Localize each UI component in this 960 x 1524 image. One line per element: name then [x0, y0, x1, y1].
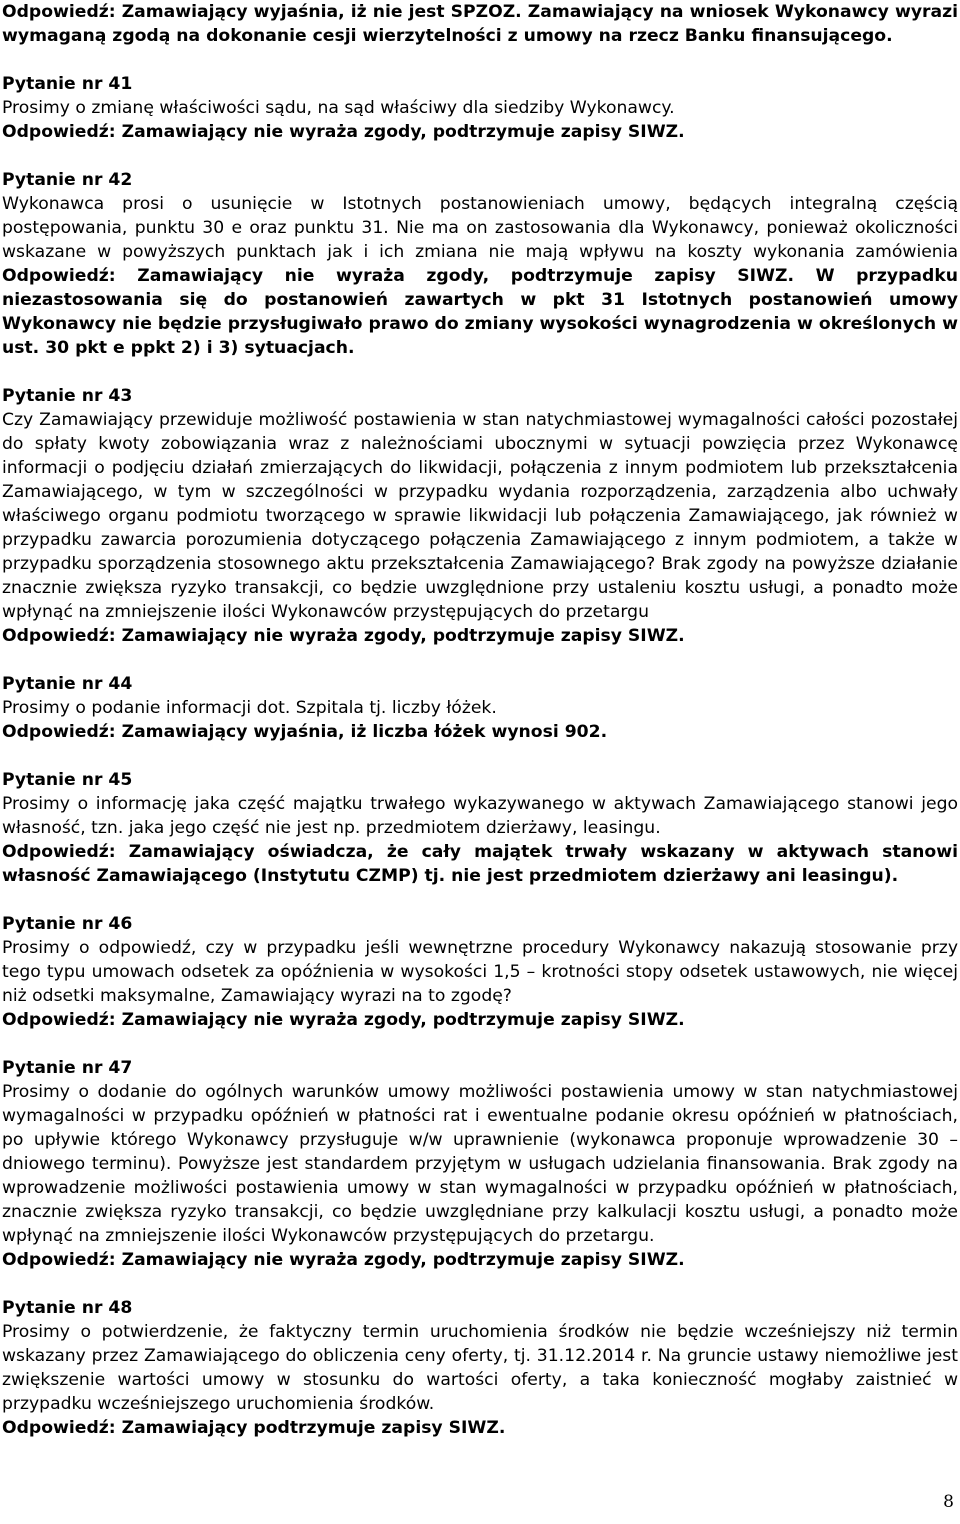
question-48-text: Prosimy o potwierdzenie, że faktyczny termin uruchomienia środków nie będzie wcześniejszy niż termin wskazany przez Zamawiającego do obliczenia ceny oferty, tj. 31.12.2014 r. Na gruncie ustawy niemożliwe jest zwiększenie wartości umowy w stosunku do wartości oferty, a taka konieczność mogłaby zaistnieć w przypadku wcześniejszego uruchomienia środków. [2, 1322, 958, 1414]
question-42-text: Wykonawca prosi o usunięcie w Istotnych postanowieniach umowy, będących integralną częścią postępowania, punktu 30 e oraz punktu 31. Nie ma on zastosowania dla Wykonawcy, ponieważ okoliczności wskazane w powyższych punktach jak i ich zmiana nie mają wpływu na koszty wykonania zamówienia Odpowiedź: Zamawiający nie wyraża zgody, podtrzymuje zapisy SIWZ. W przypadku niezastosowania się do postanowień zawartych w pkt 31 Istotnych postanowień umowy Wykonawcy nie będzie przysługiwało prawo do zmiany wysokości wynagrodzenia w określonych w ust. 30 pkt e ppkt 2) i 3) sytuacjach. [2, 194, 958, 358]
question-41-text: Prosimy o zmianę właściwości sądu, na sąd właściwy dla siedziby Wykonawcy. [2, 98, 675, 118]
question-44-title: Pytanie nr 44 [2, 674, 133, 694]
question-47-title: Pytanie nr 47 [2, 1058, 133, 1078]
question-42-title: Pytanie nr 42 [2, 170, 133, 190]
question-44-text: Prosimy o podanie informacji dot. Szpitala tj. liczby łóżek. [2, 698, 497, 718]
question-48-title: Pytanie nr 48 [2, 1298, 133, 1318]
question-46-answer: Odpowiedź: Zamawiający nie wyraża zgody, podtrzymuje zapisy SIWZ. [2, 1010, 685, 1030]
question-44-answer: Odpowiedź: Zamawiający wyjaśnia, iż liczba łóżek wynosi 902. [2, 722, 608, 742]
question-43-title: Pytanie nr 43 [2, 386, 133, 406]
intro-answer: Odpowiedź: Zamawiający wyjaśnia, iż nie jest SPZOZ. Zamawiający na wniosek Wykonawcy wyrazi wymaganą zgodą na dokonanie cesji wierzytelności z umowy na rzecz Banku finansującego. [2, 2, 958, 46]
question-47-answer: Odpowiedź: Zamawiający nie wyraża zgody, podtrzymuje zapisy SIWZ. [2, 1250, 685, 1270]
question-41-answer: Odpowiedź: Zamawiający nie wyraża zgody, podtrzymuje zapisy SIWZ. [2, 122, 685, 142]
page-number: 8 [943, 1492, 954, 1512]
question-43-answer: Odpowiedź: Zamawiający nie wyraża zgody, podtrzymuje zapisy SIWZ. [2, 626, 685, 646]
question-43-text: Czy Zamawiający przewiduje możliwość postawienia w stan natychmiastowej wymagalności całości pozostałej do spłaty kwoty zobowiązania wraz z należnościami ubocznymi w sytuacji powzięcia przez Wykonawcę informacji o podjęciu działań zmierzających do likwidacji, połączenia z innym podmiotem lub przekształcenia Zamawiającego, w tym w szczególności w przypadku wydania rozporządzenia, zarządzenia albo uchwały właściwego organu podmiotu tworzącego w sprawie likwidacji lub połączenia Zamawiającego, jak również w przypadku zawarcia porozumienia dotyczącego połączenia Zamawiającego z innym podmiotem, a także w przypadku sporządzenia stosownego aktu przekształcenia Zamawiającego? Brak zgody na powyższe działanie znacznie zwiększa ryzyko transakcji, co będzie uwzględnione przy ustaleniu kosztu usługi, a ponadto może wpłynąć na zmniejszenie ilości Wykonawców przystępujących do przetargu [2, 410, 958, 622]
question-41-title: Pytanie nr 41 [2, 74, 133, 94]
question-48-answer: Odpowiedź: Zamawiający podtrzymuje zapisy SIWZ. [2, 1418, 506, 1438]
question-42-answer: Odpowiedź: Zamawiający nie wyraża zgody, podtrzymuje zapisy SIWZ. W przypadku niezastosowania się do postanowień zawartych w pkt 31 Istotnych postanowień umowy Wykonawcy nie będzie przysługiwało prawo do zmiany wysokości wynagrodzenia w określonych w ust. 30 pkt e ppkt 2) i 3) sytuacjach. [2, 266, 958, 358]
question-47-text: Prosimy o dodanie do ogólnych warunków umowy możliwości postawienia umowy w stan natychmiastowej wymagalności w przypadku opóźnień w płatności rat i ewentualne podanie okresu opóźnień w płatnościach, po upływie którego Wykonawcy przysługuje w/w uprawnienie (wykonawca proponuje wprowadzenie 30 – dniowego terminu). Powyższe jest standardem przyjętym w usługach udzielania finansowania. Brak zgody na wprowadzenie możliwości postawienia umowy w stan wymagalności w przypadku opóźnień w płatnościach, znacznie zwiększa ryzyko transakcji, co będzie uwzględniane przy kalkulacji kosztu usługi, a ponadto może wpłynąć na zmniejszenie ilości Wykonawców przystępujących do przetargu. [2, 1082, 958, 1246]
question-45-answer: Odpowiedź: Zamawiający oświadcza, że cały majątek trwały wskazany w aktywach stanowi własność Zamawiającego (Instytutu CZMP) tj. nie jest przedmiotem dzierżawy ani leasingu). [2, 842, 958, 886]
question-45-title: Pytanie nr 45 [2, 770, 133, 790]
question-45-text: Prosimy o informację jaka część majątku trwałego wykazywanego w aktywach Zamawiającego stanowi jego własność, tzn. jaka jego część nie jest np. przedmiotem dzierżawy, leasingu. [2, 794, 958, 838]
question-46-title: Pytanie nr 46 [2, 914, 133, 934]
question-46-text: Prosimy o odpowiedź, czy w przypadku jeśli wewnętrzne procedury Wykonawcy nakazują stosowanie przy tego typu umowach odsetek za opóźnienia w wysokości 1,5 – krotności stopy odsetek ustawowych, nie więcej niż odsetki maksymalne, Zamawiający wyrazi na to zgodę? [2, 938, 958, 1006]
